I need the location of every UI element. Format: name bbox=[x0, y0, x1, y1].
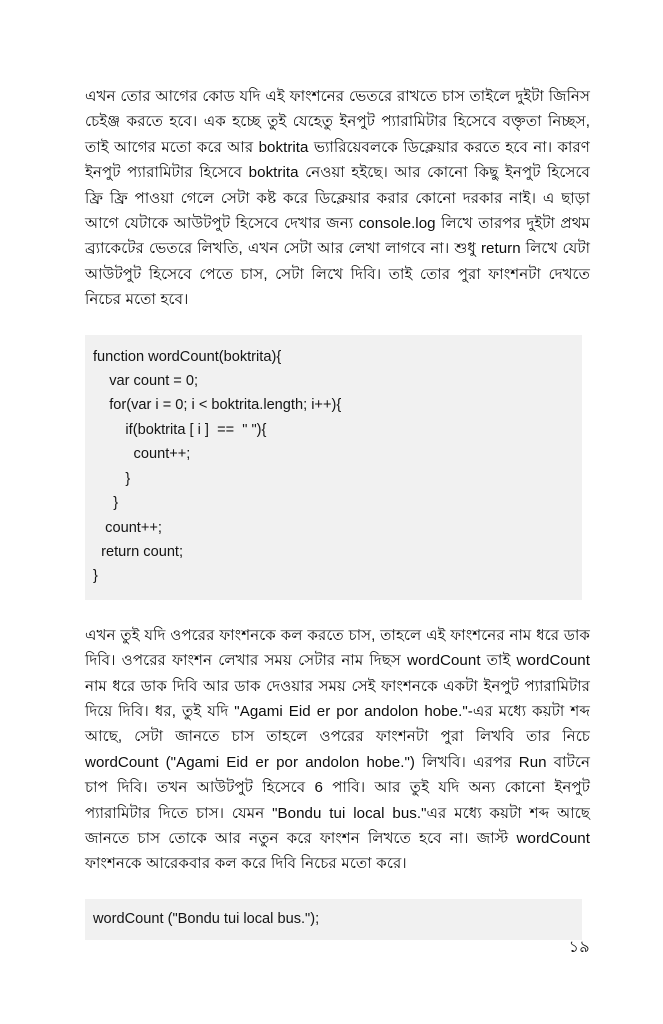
code-block-wordcount-function bbox=[85, 335, 582, 600]
page-content bbox=[85, 84, 590, 940]
code-line: } bbox=[93, 495, 119, 512]
page-number: ১৯ bbox=[568, 939, 590, 956]
code-line: } bbox=[93, 470, 131, 487]
code-line: count++; bbox=[93, 446, 191, 463]
code-line: if(boktrita [ i ] == " "){ bbox=[93, 421, 267, 438]
code-line: wordCount ("Bondu tui local bus."); bbox=[93, 910, 320, 927]
paragraph-after-code: এখন তুই যদি ওপরের ফাংশনকে কল করতে চাস, তাহলে এই ফাংশনের নাম ধরে ডাক দিবি। ওপরের ফাংশন লেখার সময় সেটার নাম দিছস wordCount তাই wordCount নাম ধরে ডাক দিবি আর ডাক দেওয়ার সময় সেই ফাংশনকে একটা ইনপুট প্যারামিটার দিয়ে দিবি। ধর, তুই যদি "Agami Eid er por andolon hobe."-এর মধ্যে কয়টা শব্দ আছে, সেটা জানতে চাস তাহলে ওপরের ফাংশনটা পুরা লিখবি তার নিচে wordCount ("Agami Eid er por andolon hobe.") লিখবি। এরপর Run বাটনে চাপ দিবি। তখন আউটপুট হিসেবে 6 পাবি। আর তুই যদি অন্য কোনো ইনপুট প্যারামিটার দিতে চাস। যেমন "Bondu tui local bus."এর মধ্যে কয়টা শব্দ আছে জানতে চাস তোকে আর নতুন করে ফাংশন লিখতে হবে না। জাস্ট wordCount ফাংশনকে আরেকবার কল করে দিবি নিচের মতো করে। bbox=[85, 626, 590, 873]
code-line: return count; bbox=[93, 543, 184, 560]
code-block-wordcount-call bbox=[85, 899, 582, 940]
code-line: } bbox=[93, 568, 98, 585]
code-line: function wordCount(boktrita){ bbox=[93, 348, 282, 365]
code-line: for(var i = 0; i < boktrita.length; i++){ bbox=[93, 397, 342, 414]
code-line: count++; bbox=[93, 519, 162, 536]
code-line: var count = 0; bbox=[93, 373, 199, 390]
paragraph-intro: এখন তোর আগের কোড যদি এই ফাংশনের ভেতরে রাখতে চাস তাইলে দুইটা জিনিস চেইঞ্জ করতে হবে। এক হচ্ছে তুই যেহেতু ইনপুট প্যারামিটার হিসেবে বক্তৃতা নিচ্ছস, তাই আগের মতো করে আর boktrita ভ্যারিয়েবলকে ডিক্লেয়ার করতে হবে না। কারণ ইনপুট প্যারামিটার হিসেবে boktrita নেওয়া হইছে। আর কোনো কিছু ইনপুট হিসেবে ফ্রি ফ্রি পাওয়া গেলে সেটা কষ্ট করে ডিক্লেয়ার করার কোনো দরকার নাই। এ ছাড়া আগে যেটাকে আউটপুট হিসেবে দেখার জন্য console.log লিখে তারপর দুইটা প্রথম ব্র্যাকেটের ভেতরে লিখতি, এখন সেটা আর লেখা লাগবে না। শুধু return লিখে যেটা আউটপুট হিসেবে পেতে চাস, সেটা লিখে দিবি। তাই তোর পুরা ফাংশনটা দেখতে নিচের মতো হবে। bbox=[85, 88, 590, 309]
